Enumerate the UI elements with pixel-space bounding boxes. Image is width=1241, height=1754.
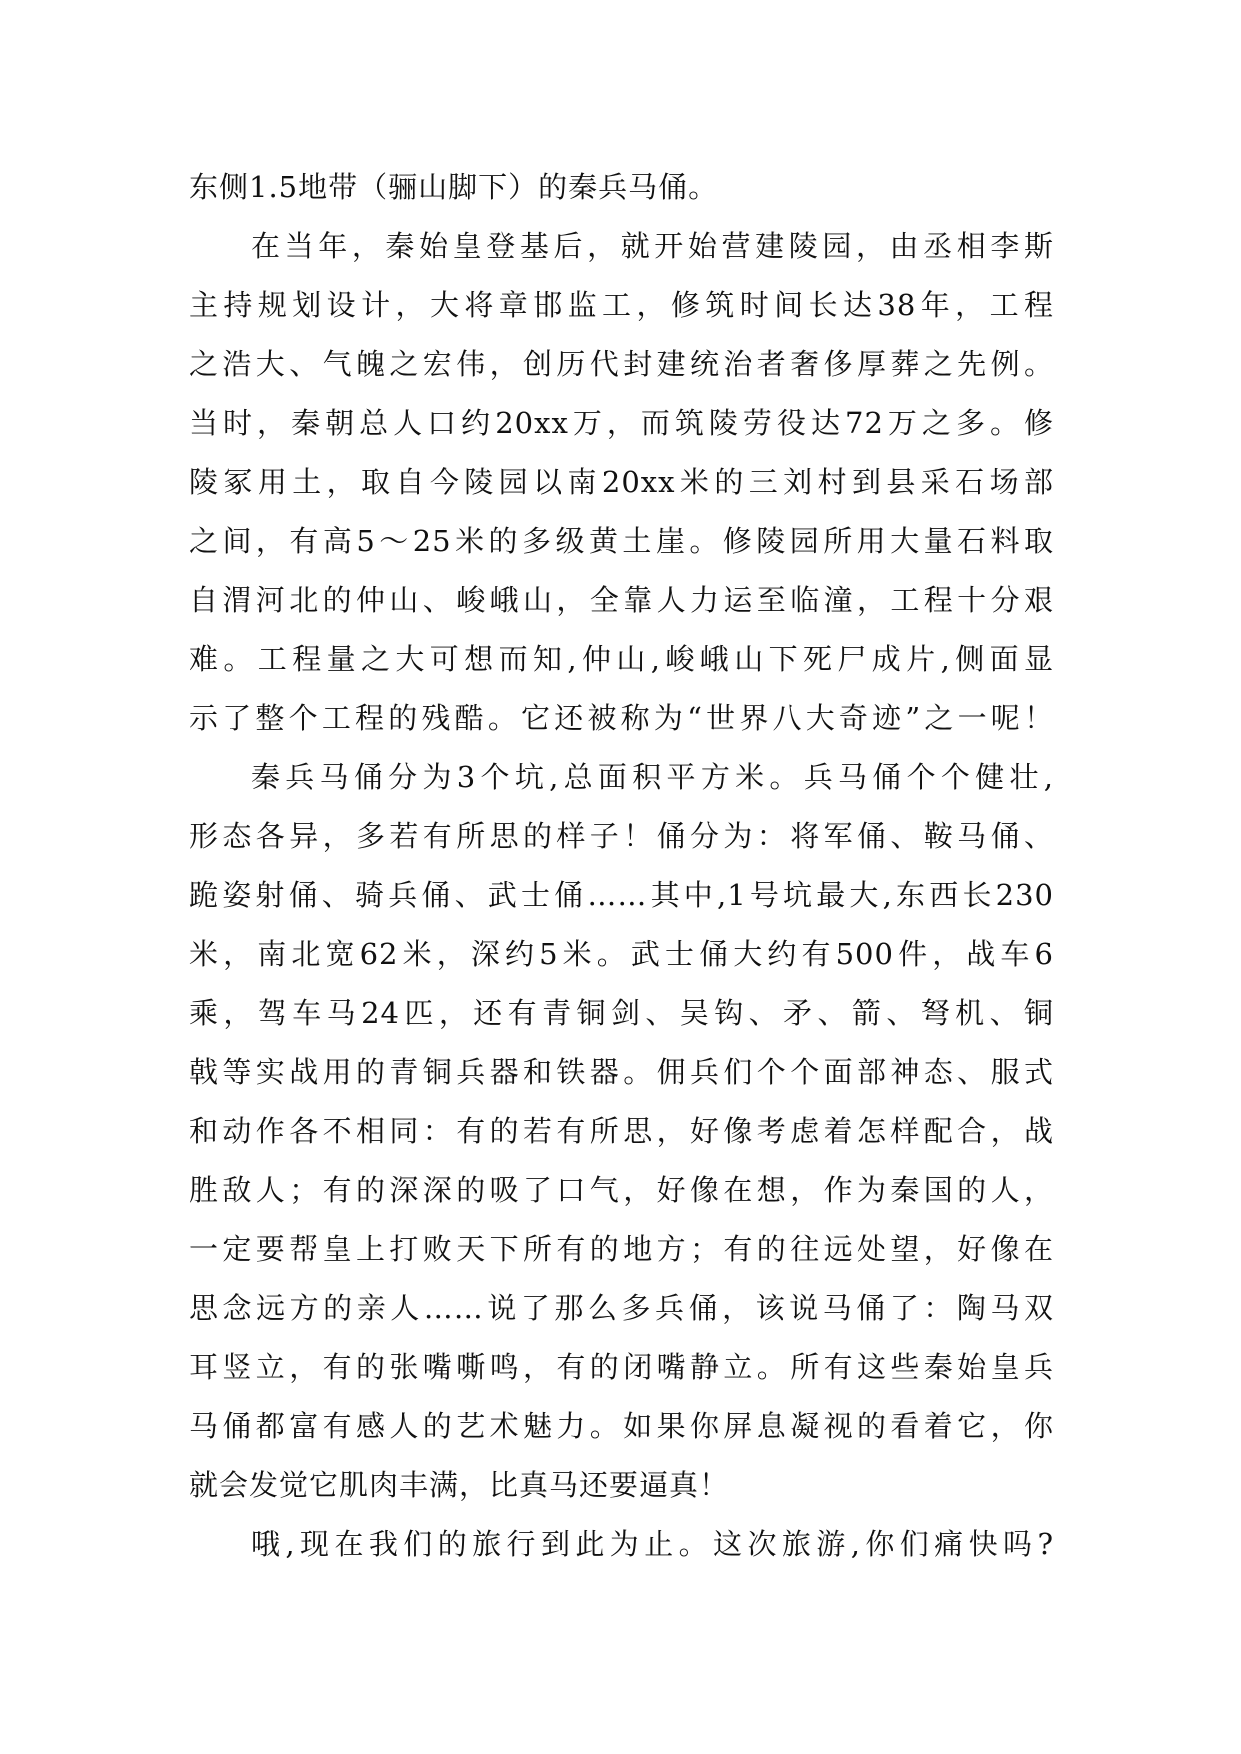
text-line: 胜敌人；有的深深的吸了口气，好像在想，作为秦国的人， <box>189 1173 1054 1207</box>
text-line: 和动作各不相同：有的若有所思，好像考虑着怎样配合，战 <box>189 1114 1054 1148</box>
text-line: 一定要帮皇上打败天下所有的地方；有的往远处望，好像在 <box>189 1232 1054 1266</box>
text-line: 主持规划设计，大将章邯监工，修筑时间长达38年，工程 <box>189 288 1054 322</box>
text-line: 形态各异，多若有所思的样子！俑分为：将军俑、鞍马俑、 <box>189 819 1054 853</box>
text-line: 东侧1.5地带（骊山脚下）的秦兵马俑。 <box>189 170 719 204</box>
text-line: 自渭河北的仲山、峻峨山，全靠人力运至临潼，工程十分艰 <box>189 583 1054 617</box>
text-line: 跪姿射俑、骑兵俑、武士俑……其中,1号坑最大,东西长230 <box>189 878 1054 912</box>
text-line: 耳竖立，有的张嘴嘶鸣，有的闭嘴静立。所有这些秦始皇兵 <box>189 1350 1054 1384</box>
document-body <box>189 158 1054 1574</box>
text-line: 之间，有高5～25米的多级黄土崖。修陵园所用大量石料取 <box>189 524 1054 558</box>
text-line: 在当年，秦始皇登基后，就开始营建陵园，由丞相李斯 <box>251 229 1054 263</box>
text-line: 就会发觉它肌肉丰满，比真马还要逼真！ <box>189 1468 730 1502</box>
text-line: 马俑都富有感人的艺术魅力。如果你屏息凝视的看着它，你 <box>189 1409 1054 1443</box>
text-line: 思念远方的亲人……说了那么多兵俑，该说马俑了：陶马双 <box>189 1291 1054 1325</box>
text-line: 米，南北宽62米，深约5米。武士俑大约有500件，战车6 <box>189 937 1054 971</box>
text-line: 秦兵马俑分为3个坑,总面积平方米。兵马俑个个健壮, <box>251 760 1054 794</box>
text-line: 之浩大、气魄之宏伟，创历代封建统治者奢侈厚葬之先例。 <box>189 347 1054 381</box>
text-line: 陵冢用土，取自今陵园以南20xx米的三刘村到县采石场部 <box>189 465 1054 499</box>
text-line: 乘，驾车马24匹，还有青铜剑、吴钩、矛、箭、弩机、铜 <box>189 996 1054 1030</box>
text-line: 哦,现在我们的旅行到此为止。这次旅游,你们痛快吗? <box>251 1527 1054 1561</box>
text-line: 示了整个工程的残酷。它还被称为“世界八大奇迹”之一呢！ <box>189 701 1054 735</box>
text-line: 戟等实战用的青铜兵器和铁器。佣兵们个个面部神态、服式 <box>189 1055 1054 1089</box>
text-line: 难。工程量之大可想而知,仲山,峻峨山下死尸成片,侧面显 <box>189 642 1054 676</box>
text-line: 当时，秦朝总人口约20xx万，而筑陵劳役达72万之多。修 <box>189 406 1054 440</box>
